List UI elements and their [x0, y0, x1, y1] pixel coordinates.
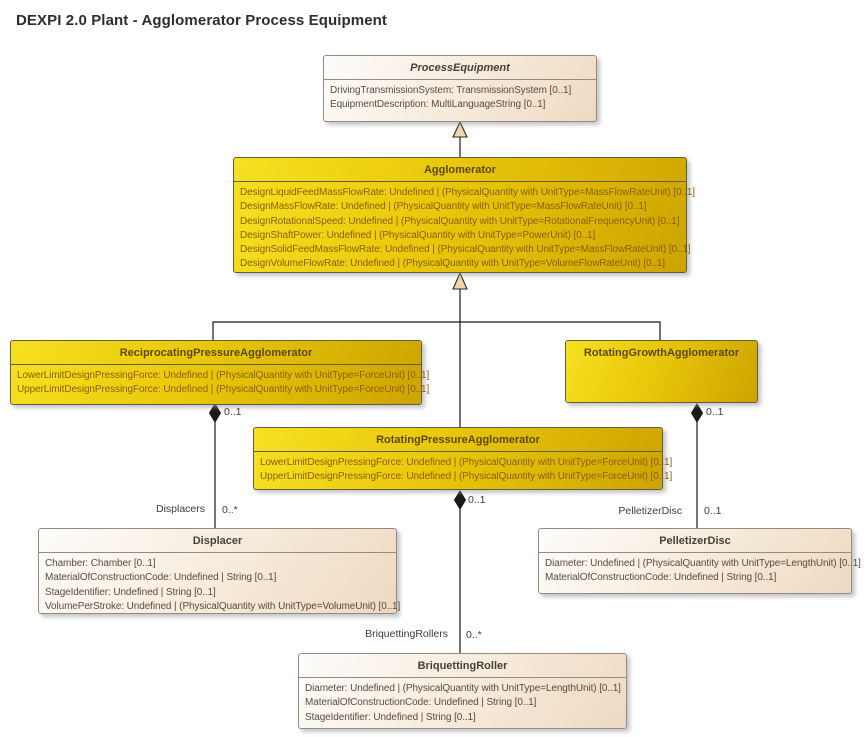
multiplicity-label: 0..1 — [706, 406, 724, 418]
class-attribute: DrivingTransmissionSystem: TransmissionSystem [0..1] — [330, 85, 572, 96]
class-rotating-growth-agglomerator[interactable] — [565, 340, 758, 403]
role-label: Displacers — [155, 503, 205, 515]
class-attribute: LowerLimitDesignPressingForce: Undefined | (PhysicalQuantity with UnitType=ForceUnit) [0..1] — [17, 370, 430, 381]
class-attributes — [299, 678, 626, 728]
class-attribute: UpperLimitDesignPressingForce: Undefined | (PhysicalQuantity with UnitType=ForceUnit) [0..1] — [17, 384, 430, 396]
class-attribute: DesignRotationalSpeed: Undefined | (PhysicalQuantity with UnitType=RotationalFrequencyUnit) [0..1] — [240, 215, 680, 227]
class-attributes — [324, 80, 596, 116]
class-attribute: EquipmentDescription: MultiLanguageString [0..1] — [330, 99, 546, 111]
class-reciprocating-pressure-agglomerator[interactable] — [10, 340, 430, 405]
class-attribute: DesignVolumeFlowRate: Undefined | (PhysicalQuantity with UnitType=VolumeFlowRateUnit) [0..1] — [240, 258, 665, 270]
class-title: BriquettingRoller — [299, 654, 626, 678]
class-attribute: MaterialOfConstructionCode: Undefined | String [0..1] — [45, 572, 277, 584]
class-attributes — [254, 452, 673, 488]
class-attribute: VolumePerStroke: Undefined | (PhysicalQuantity with UnitType=VolumeUnit) [0..1] — [45, 600, 401, 612]
class-attributes — [11, 365, 430, 401]
class-attribute: UpperLimitDesignPressingForce: Undefined | (PhysicalQuantity with UnitType=ForceUnit) [0..1] — [260, 471, 673, 483]
class-agglomerator[interactable] — [233, 157, 695, 273]
class-attribute: Diameter: Undefined | (PhysicalQuantity with UnitType=LengthUnit) [0..1] — [305, 683, 621, 694]
class-pelletizer-disc[interactable] — [538, 528, 861, 594]
diagram-title: DEXPI 2.0 Plant - Agglomerator Process Equipment — [16, 12, 387, 29]
class-title: PelletizerDisc — [539, 529, 851, 553]
class-attribute: DesignShaftPower: Undefined | (PhysicalQuantity with UnitType=PowerUnit) [0..1] — [240, 229, 596, 241]
class-title: ProcessEquipment — [324, 56, 596, 80]
class-briquetting-roller[interactable] — [298, 653, 627, 729]
generalization-arrowhead-icon — [453, 273, 467, 289]
multiplicity-label: 0..1 — [468, 494, 486, 506]
class-attribute: MaterialOfConstructionCode: Undefined | String [0..1] — [305, 697, 537, 709]
class-attribute: StageIdentifier: Undefined | String [0..1] — [45, 586, 216, 598]
class-title: RotatingGrowthAgglomerator — [583, 347, 740, 359]
class-title: RotatingPressureAgglomerator — [254, 428, 662, 452]
class-attributes — [566, 364, 757, 371]
generalization-agglomerator-to-processequipment[interactable] — [453, 122, 467, 157]
class-process-equipment[interactable] — [323, 55, 597, 122]
class-attribute: DesignLiquidFeedMassFlowRate: Undefined | (PhysicalQuantity with UnitType=MassFlowRateUnit) [0..1] — [240, 187, 695, 198]
multiplicity-label: 0..1 — [704, 505, 722, 517]
multiplicity-label: 0..1 — [224, 406, 242, 418]
class-title: Displacer — [39, 529, 396, 553]
multiplicity-label: 0..* — [466, 629, 482, 641]
class-attribute: DesignSolidFeedMassFlowRate: Undefined | (PhysicalQuantity with UnitType=MassFlowRateUnit) [0..1] — [240, 244, 691, 256]
composition-diamond-icon — [692, 404, 703, 422]
class-rotating-pressure-agglomerator[interactable] — [253, 427, 673, 490]
generalization-arrowhead-icon — [453, 122, 467, 137]
composition-rotatinggrowth-to-pelletizerdisc[interactable] — [692, 404, 703, 528]
role-label: PelletizerDisc — [618, 505, 682, 517]
class-displacer[interactable] — [38, 528, 401, 614]
class-title: Agglomerator — [234, 158, 686, 182]
class-attribute: LowerLimitDesignPressingForce: Undefined | (PhysicalQuantity with UnitType=ForceUnit) [0..1] — [260, 457, 673, 468]
class-attribute: Diameter: Undefined | (PhysicalQuantity with UnitType=LengthUnit) [0..1] — [545, 558, 861, 569]
class-attributes — [39, 553, 401, 617]
class-attribute: StageIdentifier: Undefined | String [0..1] — [305, 711, 476, 723]
composition-diamond-icon — [210, 404, 221, 422]
composition-reciprocating-to-displacer[interactable] — [210, 404, 221, 528]
class-attribute: MaterialOfConstructionCode: Undefined | String [0..1] — [545, 572, 777, 584]
class-attribute: Chamber: Chamber [0..1] — [45, 558, 156, 569]
composition-rotatingpressure-to-briquettingroller[interactable] — [455, 491, 466, 653]
composition-diamond-icon — [455, 491, 466, 509]
role-label: BriquettingRollers — [365, 628, 448, 640]
class-attributes — [234, 182, 695, 275]
class-title: ReciprocatingPressureAgglomerator — [11, 341, 421, 365]
class-attributes — [539, 553, 861, 589]
multiplicity-label: 0..* — [222, 504, 238, 516]
class-attribute: DesignMassFlowRate: Undefined | (PhysicalQuantity with UnitType=MassFlowRateUnit) [0..1] — [240, 201, 647, 213]
